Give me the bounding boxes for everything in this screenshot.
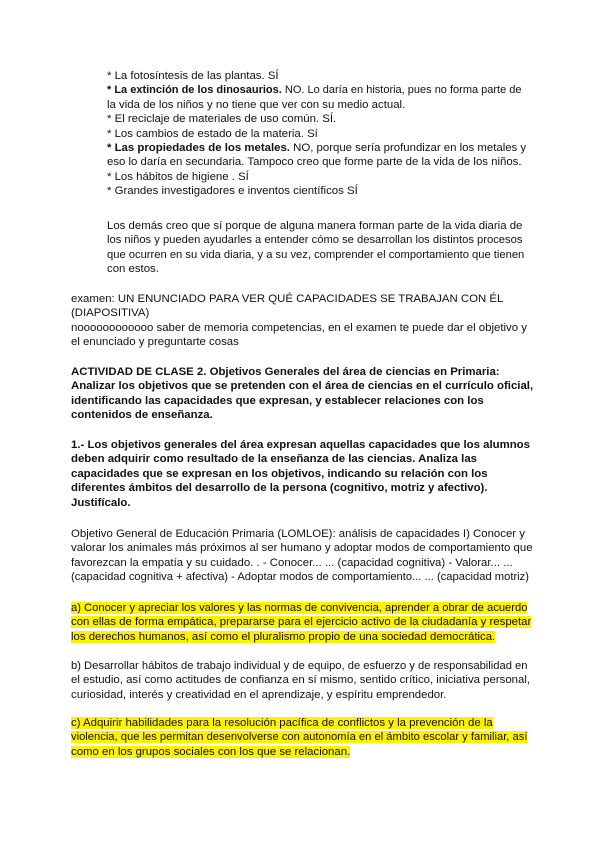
note-line: el enunciado y preguntarte cosas bbox=[71, 336, 239, 349]
highlighted-line: con ellas de forma empática, prepararse para el ejercicio activo de la ciudadanía y respetar bbox=[71, 616, 532, 629]
topic-item: * Las propiedades de los metales. NO, porque sería profundizar en los metales y bbox=[107, 142, 527, 155]
heading-line: ACTIVIDAD DE CLASE 2. Objetivos Generales del área de ciencias en Primaria: bbox=[71, 366, 500, 378]
paragraph-line: los niños y pueden ayudarles a entender cómo se desarrollan los distintos procesos bbox=[107, 234, 523, 247]
topic-item: * Los cambios de estado de la materia. Sí bbox=[107, 127, 318, 140]
heading-line: identificando las capacidades que expresan, y establecer relaciones con los bbox=[71, 394, 484, 407]
note-line: (DIAPOSITIVA) bbox=[71, 307, 150, 320]
topic-item-continuation: la vida de los niños y no tiene que ver con su medio actual. bbox=[107, 98, 406, 111]
topic-item: * Los hábitos de higiene . SÍ bbox=[107, 170, 249, 183]
highlighted-line: violencia, que les permitan desenvolverse con autonomía en el ámbito escolar y familiar, así bbox=[71, 731, 528, 744]
heading-line: Analizar los objetivos que se pretenden con el área de ciencias en el currículo oficial, bbox=[71, 380, 534, 393]
highlighted-line: c) Adquirir habilidades para la resolución pacífica de conflictos y la prevención de la bbox=[71, 717, 493, 729]
objective-line: curiosidad, interés y creatividad en el aprendizaje, y espíritu emprendedor. bbox=[71, 688, 447, 701]
heading-line: contenidos de enseñanza. bbox=[71, 409, 213, 422]
note-line: noooooooooooo saber de memoria competencias, en el examen te puede dar el objetivo y bbox=[71, 321, 527, 334]
paragraph-line: con estos. bbox=[107, 263, 159, 276]
question-line: diferentes ámbitos del desarrollo de la persona (cognitivo, motriz y afectivo). bbox=[71, 482, 488, 495]
objective-c bbox=[71, 716, 533, 759]
objective-a bbox=[71, 601, 533, 644]
objective-line: b) Desarrollar hábitos de trabajo individual y de equipo, de esfuerzo y de responsabilidad en bbox=[71, 660, 528, 672]
lomloe-example bbox=[71, 527, 533, 585]
topic-list bbox=[107, 69, 527, 199]
highlighted-line: como en los grupos sociales con los que se relacionan. bbox=[71, 745, 351, 758]
question-line: 1.- Los objetivos generales del área expresan aquellas capacidades que los alumnos bbox=[71, 439, 530, 451]
topic-item: * Grandes investigadores e inventos científicos SÍ bbox=[107, 185, 358, 198]
paragraph-line: Los demás creo que sí porque de alguna manera forman parte de la vida diaria de bbox=[107, 220, 523, 232]
example-line: favorezcan la empatía y su cuidado. . - Conocer... ... (capacidad cognitiva) - Valorar... ... bbox=[71, 556, 513, 569]
note-line: examen: UN ENUNCIADO PARA VER QUÉ CAPACIDADES SE TRABAJAN CON ÉL bbox=[71, 293, 504, 305]
topic-item-continuation: eso lo daría en secundaria. Tampoco creo que forme parte de la vida de los niños. bbox=[107, 156, 522, 169]
exam-note bbox=[71, 292, 533, 350]
example-line: Objetivo General de Educación Primaria (LOMLOE): análisis de capacidades I) Conocer y bbox=[71, 528, 525, 540]
objective-b bbox=[71, 659, 533, 702]
topic-item: * La extinción de los dinosaurios. NO. Lo daría en historia, pues no forma parte de bbox=[107, 84, 522, 97]
example-line: (capacidad cognitiva + afectiva) - Adoptar modos de comportamiento... ... (capacidad motriz) bbox=[71, 571, 529, 584]
rest-paragraph bbox=[107, 219, 527, 277]
question-line: capacidades que se expresan en los objetivos, indicando su relación con los bbox=[71, 467, 488, 480]
objective-line: el estudio, así como actitudes de confianza en sí mismo, sentido crítico, iniciativa personal, bbox=[71, 674, 531, 687]
activity-heading bbox=[71, 365, 533, 423]
example-line: valorar los animales más próximos al ser humano y adoptar modos de comportamiento que bbox=[71, 542, 533, 555]
topic-item: * El reciclaje de materiales de uso común. SÍ. bbox=[107, 113, 337, 126]
paragraph-line: que ocurren en su vida diaria, y a su vez, comprender el comportamiento que tienen bbox=[107, 248, 525, 261]
highlighted-line: los derechos humanos, así como el pluralismo propio de una sociedad democrática. bbox=[71, 630, 496, 643]
question-line: Justifícalo. bbox=[71, 496, 131, 509]
topic-item: * La fotosíntesis de las plantas. SÍ bbox=[107, 70, 279, 82]
highlighted-line: a) Conocer y apreciar los valores y las normas de convivencia, aprender a obrar de acuerdo bbox=[71, 602, 528, 614]
question-line: deben adquirir como resultado de la enseñanza de las ciencias. Analiza las bbox=[71, 453, 477, 466]
question-1 bbox=[71, 438, 533, 510]
